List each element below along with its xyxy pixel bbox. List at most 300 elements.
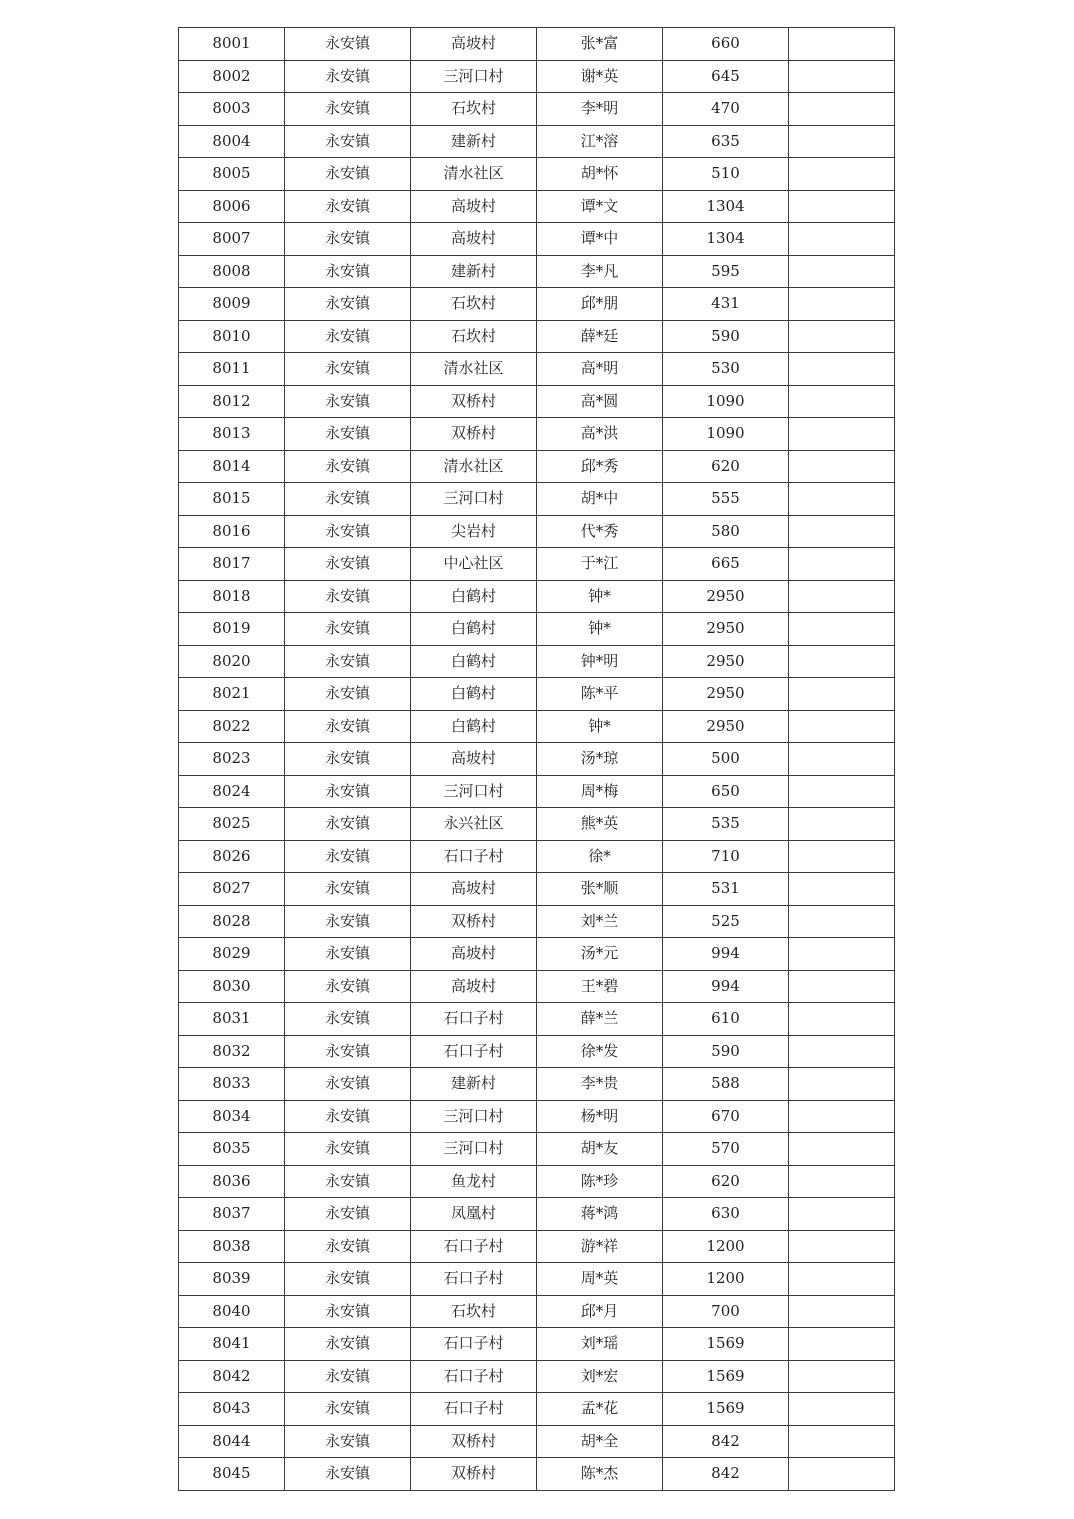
cell-amount: 650 — [663, 775, 789, 808]
table-row — [179, 1165, 895, 1198]
cell-village: 双桥村 — [411, 385, 537, 418]
cell-village: 石口子村 — [411, 1360, 537, 1393]
cell-town: 永安镇 — [285, 255, 411, 288]
cell-name: 刘*宏 — [537, 1360, 663, 1393]
cell-amount: 620 — [663, 450, 789, 483]
cell-serial-number: 8027 — [179, 873, 285, 906]
cell-name: 钟*明 — [537, 645, 663, 678]
cell-remark — [789, 1100, 895, 1133]
cell-serial-number: 8024 — [179, 775, 285, 808]
cell-remark — [789, 1263, 895, 1296]
table-row — [179, 1458, 895, 1491]
cell-serial-number: 8016 — [179, 515, 285, 548]
table-row — [179, 1003, 895, 1036]
cell-town: 永安镇 — [285, 873, 411, 906]
cell-town: 永安镇 — [285, 320, 411, 353]
cell-town: 永安镇 — [285, 710, 411, 743]
cell-town: 永安镇 — [285, 1263, 411, 1296]
cell-village: 白鹤村 — [411, 580, 537, 613]
cell-town: 永安镇 — [285, 613, 411, 646]
cell-remark — [789, 613, 895, 646]
cell-amount: 510 — [663, 158, 789, 191]
cell-serial-number: 8041 — [179, 1328, 285, 1361]
cell-village: 白鹤村 — [411, 710, 537, 743]
cell-remark — [789, 1295, 895, 1328]
cell-serial-number: 8020 — [179, 645, 285, 678]
cell-serial-number: 8013 — [179, 418, 285, 451]
cell-amount: 610 — [663, 1003, 789, 1036]
cell-remark — [789, 1328, 895, 1361]
cell-town: 永安镇 — [285, 1328, 411, 1361]
table-row — [179, 970, 895, 1003]
table-row — [179, 678, 895, 711]
cell-serial-number: 8025 — [179, 808, 285, 841]
cell-serial-number: 8009 — [179, 288, 285, 321]
data-table — [178, 27, 895, 1491]
cell-amount: 531 — [663, 873, 789, 906]
cell-amount: 470 — [663, 93, 789, 126]
cell-serial-number: 8001 — [179, 28, 285, 61]
table-row — [179, 28, 895, 61]
cell-village: 高坡村 — [411, 970, 537, 1003]
cell-serial-number: 8029 — [179, 938, 285, 971]
cell-village: 石口子村 — [411, 1263, 537, 1296]
cell-village: 石坎村 — [411, 1295, 537, 1328]
cell-name: 胡*全 — [537, 1425, 663, 1458]
cell-village: 高坡村 — [411, 743, 537, 776]
cell-village: 石口子村 — [411, 1393, 537, 1426]
table-row — [179, 743, 895, 776]
cell-serial-number: 8012 — [179, 385, 285, 418]
cell-town: 永安镇 — [285, 158, 411, 191]
cell-remark — [789, 580, 895, 613]
table-row — [179, 613, 895, 646]
cell-town: 永安镇 — [285, 353, 411, 386]
cell-village: 高坡村 — [411, 873, 537, 906]
cell-remark — [789, 190, 895, 223]
cell-village: 石口子村 — [411, 1003, 537, 1036]
cell-town: 永安镇 — [285, 743, 411, 776]
cell-serial-number: 8039 — [179, 1263, 285, 1296]
cell-name: 高*明 — [537, 353, 663, 386]
cell-remark — [789, 93, 895, 126]
cell-name: 徐* — [537, 840, 663, 873]
table-row — [179, 1230, 895, 1263]
cell-remark — [789, 320, 895, 353]
cell-town: 永安镇 — [285, 645, 411, 678]
cell-name: 钟* — [537, 613, 663, 646]
cell-amount: 620 — [663, 1165, 789, 1198]
cell-serial-number: 8033 — [179, 1068, 285, 1101]
cell-village: 三河口村 — [411, 775, 537, 808]
cell-remark — [789, 28, 895, 61]
cell-name: 张*富 — [537, 28, 663, 61]
cell-town: 永安镇 — [285, 1100, 411, 1133]
cell-remark — [789, 678, 895, 711]
cell-remark — [789, 515, 895, 548]
table-body — [179, 28, 895, 1491]
cell-town: 永安镇 — [285, 970, 411, 1003]
cell-town: 永安镇 — [285, 125, 411, 158]
cell-serial-number: 8031 — [179, 1003, 285, 1036]
cell-amount: 670 — [663, 1100, 789, 1133]
cell-amount: 525 — [663, 905, 789, 938]
cell-name: 李*贵 — [537, 1068, 663, 1101]
table-row — [179, 1393, 895, 1426]
cell-town: 永安镇 — [285, 60, 411, 93]
cell-remark — [789, 385, 895, 418]
cell-village: 建新村 — [411, 1068, 537, 1101]
cell-amount: 660 — [663, 28, 789, 61]
cell-town: 永安镇 — [285, 905, 411, 938]
cell-amount: 590 — [663, 320, 789, 353]
cell-remark — [789, 1133, 895, 1166]
cell-village: 双桥村 — [411, 1458, 537, 1491]
cell-serial-number: 8034 — [179, 1100, 285, 1133]
cell-town: 永安镇 — [285, 28, 411, 61]
cell-remark — [789, 645, 895, 678]
cell-town: 永安镇 — [285, 548, 411, 581]
table-row — [179, 580, 895, 613]
cell-village: 石坎村 — [411, 320, 537, 353]
cell-name: 代*秀 — [537, 515, 663, 548]
cell-amount: 1200 — [663, 1230, 789, 1263]
table-row — [179, 1100, 895, 1133]
cell-serial-number: 8003 — [179, 93, 285, 126]
cell-serial-number: 8037 — [179, 1198, 285, 1231]
cell-name: 李*凡 — [537, 255, 663, 288]
cell-village: 三河口村 — [411, 1100, 537, 1133]
cell-serial-number: 8045 — [179, 1458, 285, 1491]
cell-name: 胡*友 — [537, 1133, 663, 1166]
cell-serial-number: 8040 — [179, 1295, 285, 1328]
cell-name: 李*明 — [537, 93, 663, 126]
cell-town: 永安镇 — [285, 1003, 411, 1036]
cell-amount: 2950 — [663, 580, 789, 613]
cell-serial-number: 8038 — [179, 1230, 285, 1263]
cell-name: 胡*怀 — [537, 158, 663, 191]
cell-village: 双桥村 — [411, 1425, 537, 1458]
cell-remark — [789, 158, 895, 191]
cell-serial-number: 8007 — [179, 223, 285, 256]
cell-remark — [789, 808, 895, 841]
cell-amount: 994 — [663, 970, 789, 1003]
table-row — [179, 710, 895, 743]
cell-village: 中心社区 — [411, 548, 537, 581]
table-row — [179, 255, 895, 288]
table-row — [179, 1328, 895, 1361]
cell-serial-number: 8005 — [179, 158, 285, 191]
table-row — [179, 775, 895, 808]
cell-amount: 1304 — [663, 223, 789, 256]
cell-name: 谭*文 — [537, 190, 663, 223]
table-row — [179, 1360, 895, 1393]
cell-village: 清水社区 — [411, 158, 537, 191]
cell-remark — [789, 223, 895, 256]
table-row — [179, 1198, 895, 1231]
cell-village: 高坡村 — [411, 28, 537, 61]
cell-name: 钟* — [537, 580, 663, 613]
cell-amount: 842 — [663, 1425, 789, 1458]
cell-village: 双桥村 — [411, 418, 537, 451]
cell-town: 永安镇 — [285, 1198, 411, 1231]
cell-name: 蒋*鸿 — [537, 1198, 663, 1231]
cell-remark — [789, 1035, 895, 1068]
cell-name: 孟*花 — [537, 1393, 663, 1426]
cell-serial-number: 8002 — [179, 60, 285, 93]
cell-amount: 500 — [663, 743, 789, 776]
cell-amount: 431 — [663, 288, 789, 321]
cell-town: 永安镇 — [285, 840, 411, 873]
cell-town: 永安镇 — [285, 775, 411, 808]
cell-serial-number: 8004 — [179, 125, 285, 158]
cell-town: 永安镇 — [285, 288, 411, 321]
cell-name: 王*碧 — [537, 970, 663, 1003]
table-row — [179, 125, 895, 158]
cell-name: 薛*兰 — [537, 1003, 663, 1036]
cell-amount: 994 — [663, 938, 789, 971]
cell-amount: 645 — [663, 60, 789, 93]
cell-town: 永安镇 — [285, 808, 411, 841]
cell-name: 邱*月 — [537, 1295, 663, 1328]
cell-remark — [789, 1003, 895, 1036]
cell-remark — [789, 1165, 895, 1198]
cell-town: 永安镇 — [285, 1230, 411, 1263]
cell-remark — [789, 1425, 895, 1458]
cell-village: 尖岩村 — [411, 515, 537, 548]
cell-remark — [789, 418, 895, 451]
cell-serial-number: 8023 — [179, 743, 285, 776]
cell-remark — [789, 60, 895, 93]
table-row — [179, 418, 895, 451]
table-row — [179, 385, 895, 418]
cell-amount: 842 — [663, 1458, 789, 1491]
cell-serial-number: 8006 — [179, 190, 285, 223]
cell-town: 永安镇 — [285, 1295, 411, 1328]
cell-serial-number: 8030 — [179, 970, 285, 1003]
cell-name: 杨*明 — [537, 1100, 663, 1133]
cell-amount: 1304 — [663, 190, 789, 223]
table-row — [179, 1035, 895, 1068]
cell-village: 石口子村 — [411, 1230, 537, 1263]
cell-remark — [789, 483, 895, 516]
cell-name: 游*祥 — [537, 1230, 663, 1263]
cell-amount: 710 — [663, 840, 789, 873]
table-row — [179, 515, 895, 548]
cell-remark — [789, 775, 895, 808]
cell-village: 白鹤村 — [411, 645, 537, 678]
cell-remark — [789, 938, 895, 971]
cell-town: 永安镇 — [285, 580, 411, 613]
cell-town: 永安镇 — [285, 418, 411, 451]
cell-town: 永安镇 — [285, 483, 411, 516]
cell-name: 薛*廷 — [537, 320, 663, 353]
cell-serial-number: 8022 — [179, 710, 285, 743]
table-row — [179, 353, 895, 386]
cell-remark — [789, 125, 895, 158]
cell-remark — [789, 548, 895, 581]
cell-amount: 530 — [663, 353, 789, 386]
cell-amount: 2950 — [663, 613, 789, 646]
cell-town: 永安镇 — [285, 93, 411, 126]
cell-serial-number: 8010 — [179, 320, 285, 353]
table-row — [179, 60, 895, 93]
cell-amount: 1569 — [663, 1393, 789, 1426]
cell-village: 石口子村 — [411, 1035, 537, 1068]
table-row — [179, 905, 895, 938]
cell-name: 熊*英 — [537, 808, 663, 841]
cell-name: 徐*发 — [537, 1035, 663, 1068]
table-row — [179, 320, 895, 353]
cell-village: 高坡村 — [411, 938, 537, 971]
cell-serial-number: 8026 — [179, 840, 285, 873]
cell-amount: 1090 — [663, 385, 789, 418]
cell-amount: 1090 — [663, 418, 789, 451]
cell-town: 永安镇 — [285, 223, 411, 256]
cell-remark — [789, 1393, 895, 1426]
table-row — [179, 548, 895, 581]
cell-village: 清水社区 — [411, 450, 537, 483]
cell-amount: 1569 — [663, 1328, 789, 1361]
table-row — [179, 158, 895, 191]
cell-serial-number: 8036 — [179, 1165, 285, 1198]
cell-name: 周*英 — [537, 1263, 663, 1296]
cell-remark — [789, 710, 895, 743]
cell-name: 汤*琼 — [537, 743, 663, 776]
table-row — [179, 873, 895, 906]
table-row — [179, 93, 895, 126]
cell-town: 永安镇 — [285, 190, 411, 223]
table-row — [179, 288, 895, 321]
table-row — [179, 1295, 895, 1328]
cell-town: 永安镇 — [285, 1133, 411, 1166]
cell-village: 凤凰村 — [411, 1198, 537, 1231]
cell-village: 石口子村 — [411, 1328, 537, 1361]
cell-town: 永安镇 — [285, 515, 411, 548]
table-row — [179, 808, 895, 841]
table-row — [179, 450, 895, 483]
cell-village: 三河口村 — [411, 483, 537, 516]
table-row — [179, 223, 895, 256]
cell-town: 永安镇 — [285, 1068, 411, 1101]
cell-serial-number: 8018 — [179, 580, 285, 613]
cell-amount: 555 — [663, 483, 789, 516]
cell-remark — [789, 905, 895, 938]
cell-village: 建新村 — [411, 125, 537, 158]
cell-name: 邱*秀 — [537, 450, 663, 483]
cell-remark — [789, 288, 895, 321]
cell-remark — [789, 970, 895, 1003]
cell-name: 胡*中 — [537, 483, 663, 516]
cell-village: 白鹤村 — [411, 678, 537, 711]
cell-village: 三河口村 — [411, 1133, 537, 1166]
cell-name: 刘*兰 — [537, 905, 663, 938]
cell-village: 石口子村 — [411, 840, 537, 873]
cell-amount: 590 — [663, 1035, 789, 1068]
table-row — [179, 840, 895, 873]
cell-serial-number: 8011 — [179, 353, 285, 386]
table-row — [179, 1425, 895, 1458]
cell-serial-number: 8028 — [179, 905, 285, 938]
cell-name: 陈*杰 — [537, 1458, 663, 1491]
cell-serial-number: 8032 — [179, 1035, 285, 1068]
cell-name: 陈*平 — [537, 678, 663, 711]
cell-village: 石坎村 — [411, 93, 537, 126]
cell-amount: 588 — [663, 1068, 789, 1101]
cell-serial-number: 8021 — [179, 678, 285, 711]
cell-village: 三河口村 — [411, 60, 537, 93]
cell-amount: 2950 — [663, 645, 789, 678]
cell-amount: 2950 — [663, 710, 789, 743]
cell-name: 于*江 — [537, 548, 663, 581]
cell-town: 永安镇 — [285, 1360, 411, 1393]
cell-amount: 635 — [663, 125, 789, 158]
cell-amount: 2950 — [663, 678, 789, 711]
cell-remark — [789, 1230, 895, 1263]
cell-name: 汤*元 — [537, 938, 663, 971]
cell-name: 刘*瑶 — [537, 1328, 663, 1361]
cell-village: 高坡村 — [411, 190, 537, 223]
cell-name: 钟* — [537, 710, 663, 743]
cell-town: 永安镇 — [285, 1458, 411, 1491]
cell-name: 陈*珍 — [537, 1165, 663, 1198]
cell-village: 清水社区 — [411, 353, 537, 386]
table-row — [179, 483, 895, 516]
cell-name: 高*洪 — [537, 418, 663, 451]
cell-village: 白鹤村 — [411, 613, 537, 646]
cell-serial-number: 8019 — [179, 613, 285, 646]
cell-serial-number: 8042 — [179, 1360, 285, 1393]
cell-town: 永安镇 — [285, 1165, 411, 1198]
cell-town: 永安镇 — [285, 385, 411, 418]
cell-remark — [789, 353, 895, 386]
cell-remark — [789, 1068, 895, 1101]
cell-amount: 580 — [663, 515, 789, 548]
cell-remark — [789, 1198, 895, 1231]
table-row — [179, 938, 895, 971]
cell-remark — [789, 873, 895, 906]
cell-amount: 700 — [663, 1295, 789, 1328]
cell-remark — [789, 743, 895, 776]
cell-name: 谢*英 — [537, 60, 663, 93]
cell-name: 高*圆 — [537, 385, 663, 418]
cell-town: 永安镇 — [285, 1035, 411, 1068]
cell-remark — [789, 1458, 895, 1491]
cell-amount: 665 — [663, 548, 789, 581]
cell-village: 双桥村 — [411, 905, 537, 938]
cell-name: 江*溶 — [537, 125, 663, 158]
cell-town: 永安镇 — [285, 450, 411, 483]
cell-amount: 630 — [663, 1198, 789, 1231]
cell-serial-number: 8014 — [179, 450, 285, 483]
table-row — [179, 1263, 895, 1296]
cell-remark — [789, 1360, 895, 1393]
cell-village: 永兴社区 — [411, 808, 537, 841]
cell-amount: 535 — [663, 808, 789, 841]
cell-serial-number: 8008 — [179, 255, 285, 288]
cell-name: 邱*朋 — [537, 288, 663, 321]
cell-serial-number: 8015 — [179, 483, 285, 516]
cell-town: 永安镇 — [285, 1425, 411, 1458]
cell-town: 永安镇 — [285, 1393, 411, 1426]
cell-remark — [789, 450, 895, 483]
cell-serial-number: 8017 — [179, 548, 285, 581]
cell-village: 石坎村 — [411, 288, 537, 321]
table-row — [179, 1068, 895, 1101]
cell-amount: 1200 — [663, 1263, 789, 1296]
cell-village: 鱼龙村 — [411, 1165, 537, 1198]
cell-town: 永安镇 — [285, 938, 411, 971]
